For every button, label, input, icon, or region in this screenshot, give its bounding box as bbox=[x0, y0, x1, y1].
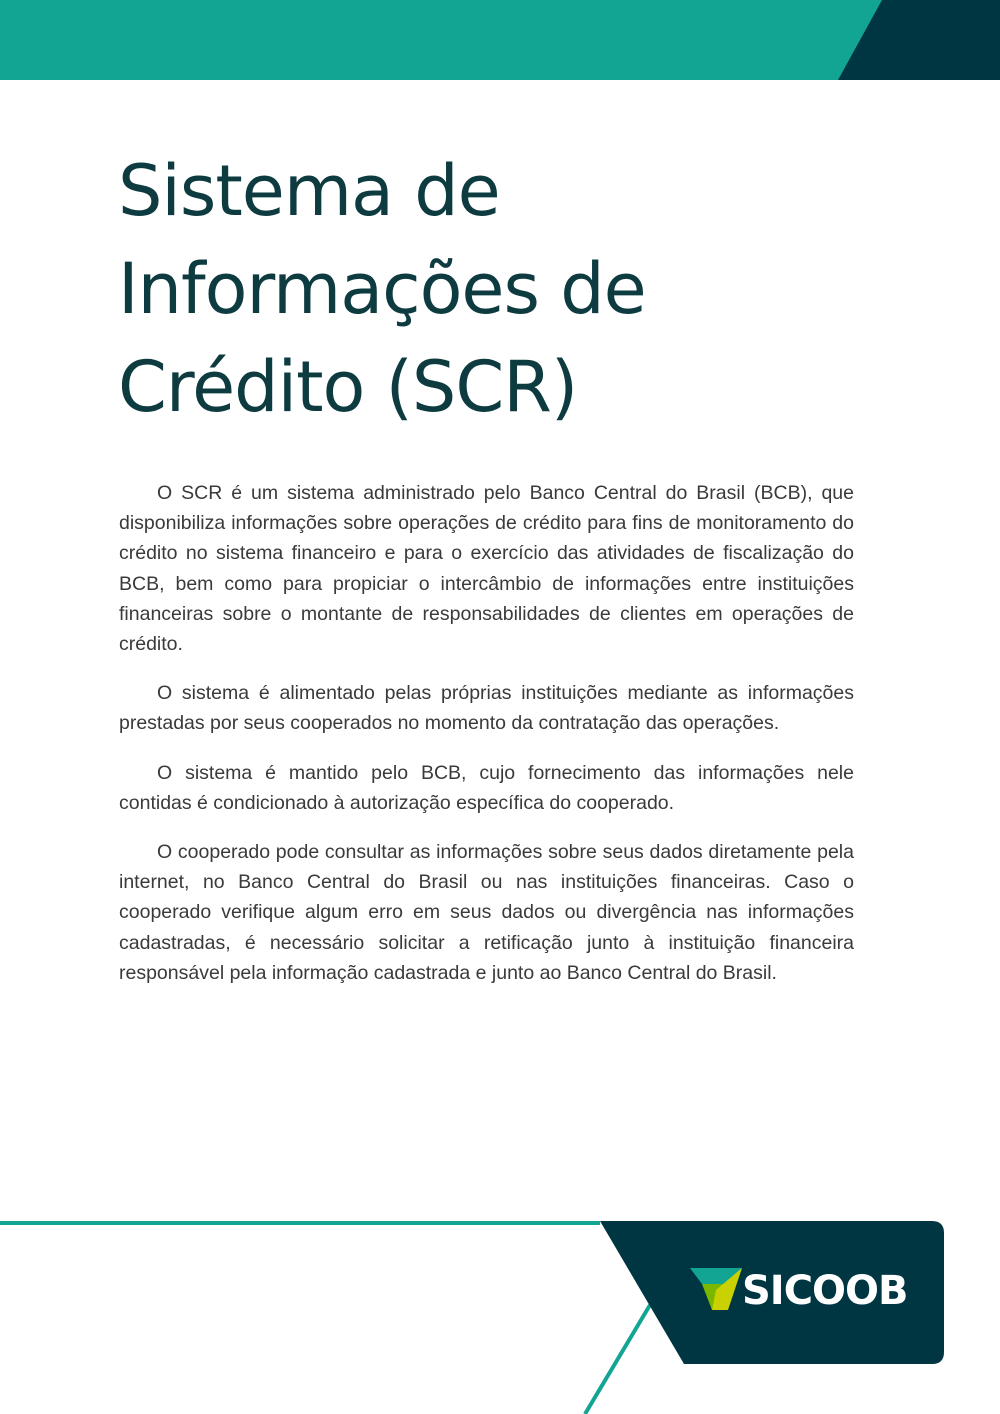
footer-band bbox=[0, 1210, 1000, 1414]
paragraph-consultation: O cooperado pode consultar as informações sobre seus dados diretamente pela internet, no Banco Central do Brasil ou nas instituições financeiras. Caso o cooperado verifique algum erro em seus dados ou divergência nas informações cadastradas, é necessário solicitar a retificação junto à instituição financeira responsável pela informação cadastrada e junto ao Banco Central do Brasil. bbox=[119, 841, 854, 984]
page-title-line-3: Crédito (SCR) bbox=[118, 346, 578, 428]
sicoob-logo-text: SICOOB bbox=[742, 1268, 908, 1314]
page-title-line-2: Informações de bbox=[118, 248, 646, 330]
body-text bbox=[119, 478, 854, 1007]
header-band bbox=[0, 0, 1000, 80]
paragraph-system-feed: O sistema é alimentado pelas próprias instituições mediante as informações prestadas por seus cooperados no momento da contratação das operações. bbox=[119, 682, 854, 735]
footer-teal-diagonal bbox=[585, 1305, 650, 1414]
paragraph-bcb-authorization: O sistema é mantido pelo BCB, cujo fornecimento das informações nele contidas é condicionado à autorização específica do cooperado. bbox=[119, 761, 854, 814]
paragraph-scr-definition: O SCR é um sistema administrado pelo Banco Central do Brasil (BCB), que disponibiliza informações sobre operações de crédito para fins de monitoramento do crédito no sistema financeiro e para o exercício das atividades de fiscalização do BCB, bem como para propiciar o intercâmbio de informações entre instituições financeiras sobre o montante de responsabilidades de clientes em operações de crédito. bbox=[119, 482, 854, 656]
page-title bbox=[118, 142, 898, 436]
page-title-line-1: Sistema de bbox=[118, 150, 500, 232]
footer-teal-line bbox=[0, 1221, 600, 1225]
